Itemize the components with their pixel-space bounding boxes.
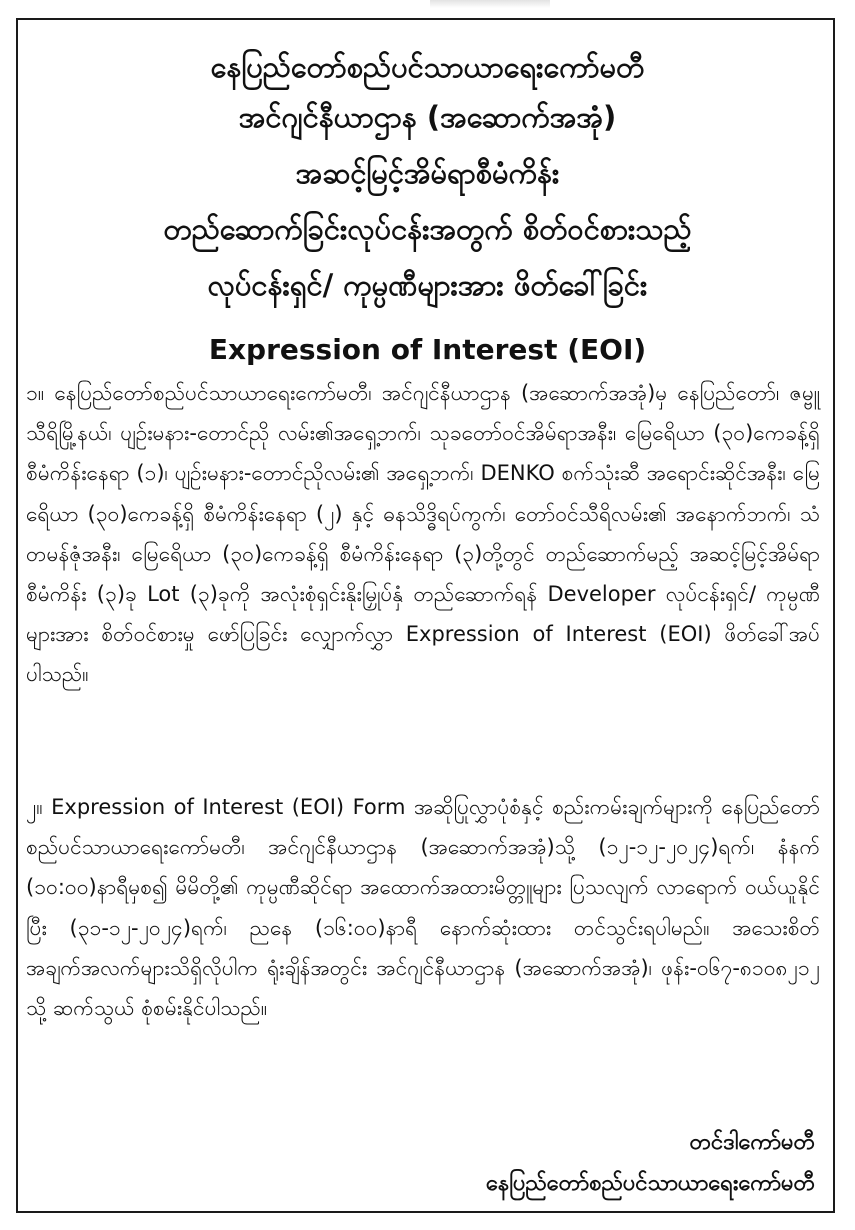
signature-organization: နေပြည်တော်စည်ပင်သာယာရေးကော်မတီ	[485, 1171, 815, 1196]
notice-title-line-4: တည်ဆောက်ခြင်းလုပ်ငန်းအတွက် စိတ်ဝင်စားသည့်	[163, 212, 692, 246]
notice-title-line-1: နေပြည်တော်စည်ပင်သာယာရေးကော်မတီ	[210, 50, 645, 84]
paragraph-2: ၂။ Expression of Interest (EOI) Form အဆိုပြုလွှာပုံစံနှင့် စည်းကမ်းချက်များကို နေပြည်တော်စည်ပင်သာယာရေးကော်မတီ၊ အင်ဂျင်နီယာဌာန (အဆောက်အအုံ)သို့ (၁၂-၁၂-၂၀၂၄)ရက်၊ နံနက် (၁၀:၀၀)နာရီမှစ၍ မိမိတို့၏ ကုမ္ပဏီဆိုင်ရာ အထောက်အထားမိတ္တူများ ပြသလျက် လာရောက် ဝယ်ယူနိုင်ပြီး (၃၁-၁၂-၂၀၂၄)ရက်၊ ညနေ (၁၆:၀၀)နာရီ နောက်ဆုံးထား တင်သွင်းရပါမည်။ အသေးစိတ်အချက်အလက်များသိရှိလိုပါက ရုံးချိန်အတွင်း အင်ဂျင်နီယာဌာန (အဆောက်အအုံ)၊ ဖုန်း-၀၆၇-၈၁၀၈၂၁၂ သို့ ဆက်သွယ် စုံစမ်းနိုင်ပါသည်။	[26, 795, 820, 1021]
signature-committee: တင်ဒါကော်မတီ	[689, 1130, 815, 1155]
notice-title-line-3: အဆင့်မြင့်အိမ်ရာစီမံကိန်း	[295, 156, 560, 190]
scan-shadow	[430, 0, 550, 8]
notice-title-line-5: လုပ်ငန်းရှင်/ ကုမ္ပဏီများအား ဖိတ်ခေါ်ခြင်း	[207, 268, 648, 302]
notice-title-line-2: အင်ဂျင်နီယာဌာန (အဆောက်အအုံ)	[238, 100, 617, 134]
eoi-heading: Expression of Interest (EOI)	[208, 333, 647, 366]
paragraph-1: ၁။ နေပြည်တော်စည်ပင်သာယာရေးကော်မတီ၊ အင်ဂျင်နီယာဌာန (အဆောက်အအုံ)မှ နေပြည်တော်၊ ဇမ္ဗူသီရိမြို့နယ်၊ ပျဉ်းမနား-တောင်ညို လမ်း၏အရှေ့ဘက်၊ သုခတော်ဝင်အိမ်ရာအနီး၊ မြေရေိယာ (၃၀)ကေခန့်ရှိ စီမံကိန်းနေရာ (၁)၊ ပျဉ်းမနား-တောင်ညိုလမ်း၏ အရှေ့ဘက်၊ DENKO စက်သုံးဆီ အရောင်းဆိုင်အနီး၊ မြေရေိယာ (၃၀)ကေခန့်ရှိ စီမံကိန်းနေရာ (၂) နှင့် ဓနသိဒ္ဓိရပ်ကွက်၊ တော်ဝင်သီရိလမ်း၏ အနောက်ဘက်၊ သံတမန်ဇုံအနီး၊ မြေရေိယာ (၃၀)ကေခန့်ရှိ စီမံကိန်းနေရာ (၃)တို့တွင် တည်ဆောက်မည့် အဆင့်မြင့်အိမ်ရာစီမံကိန်း (၃)ခု Lot (၃)ခုကို အလုံးစုံရှင်းနိုးမြှုပ်နှံ တည်ဆောက်ရန် Developer လုပ်ငန်းရှင်/ ကုမ္ပဏီများအား စိတ်ဝင်စားမှု ဖော်ပြခြင်း လျှောက်လွှာ Expression of Interest (EOI) ဖိတ်ခေါ်အပ်ပါသည်။	[26, 381, 820, 687]
